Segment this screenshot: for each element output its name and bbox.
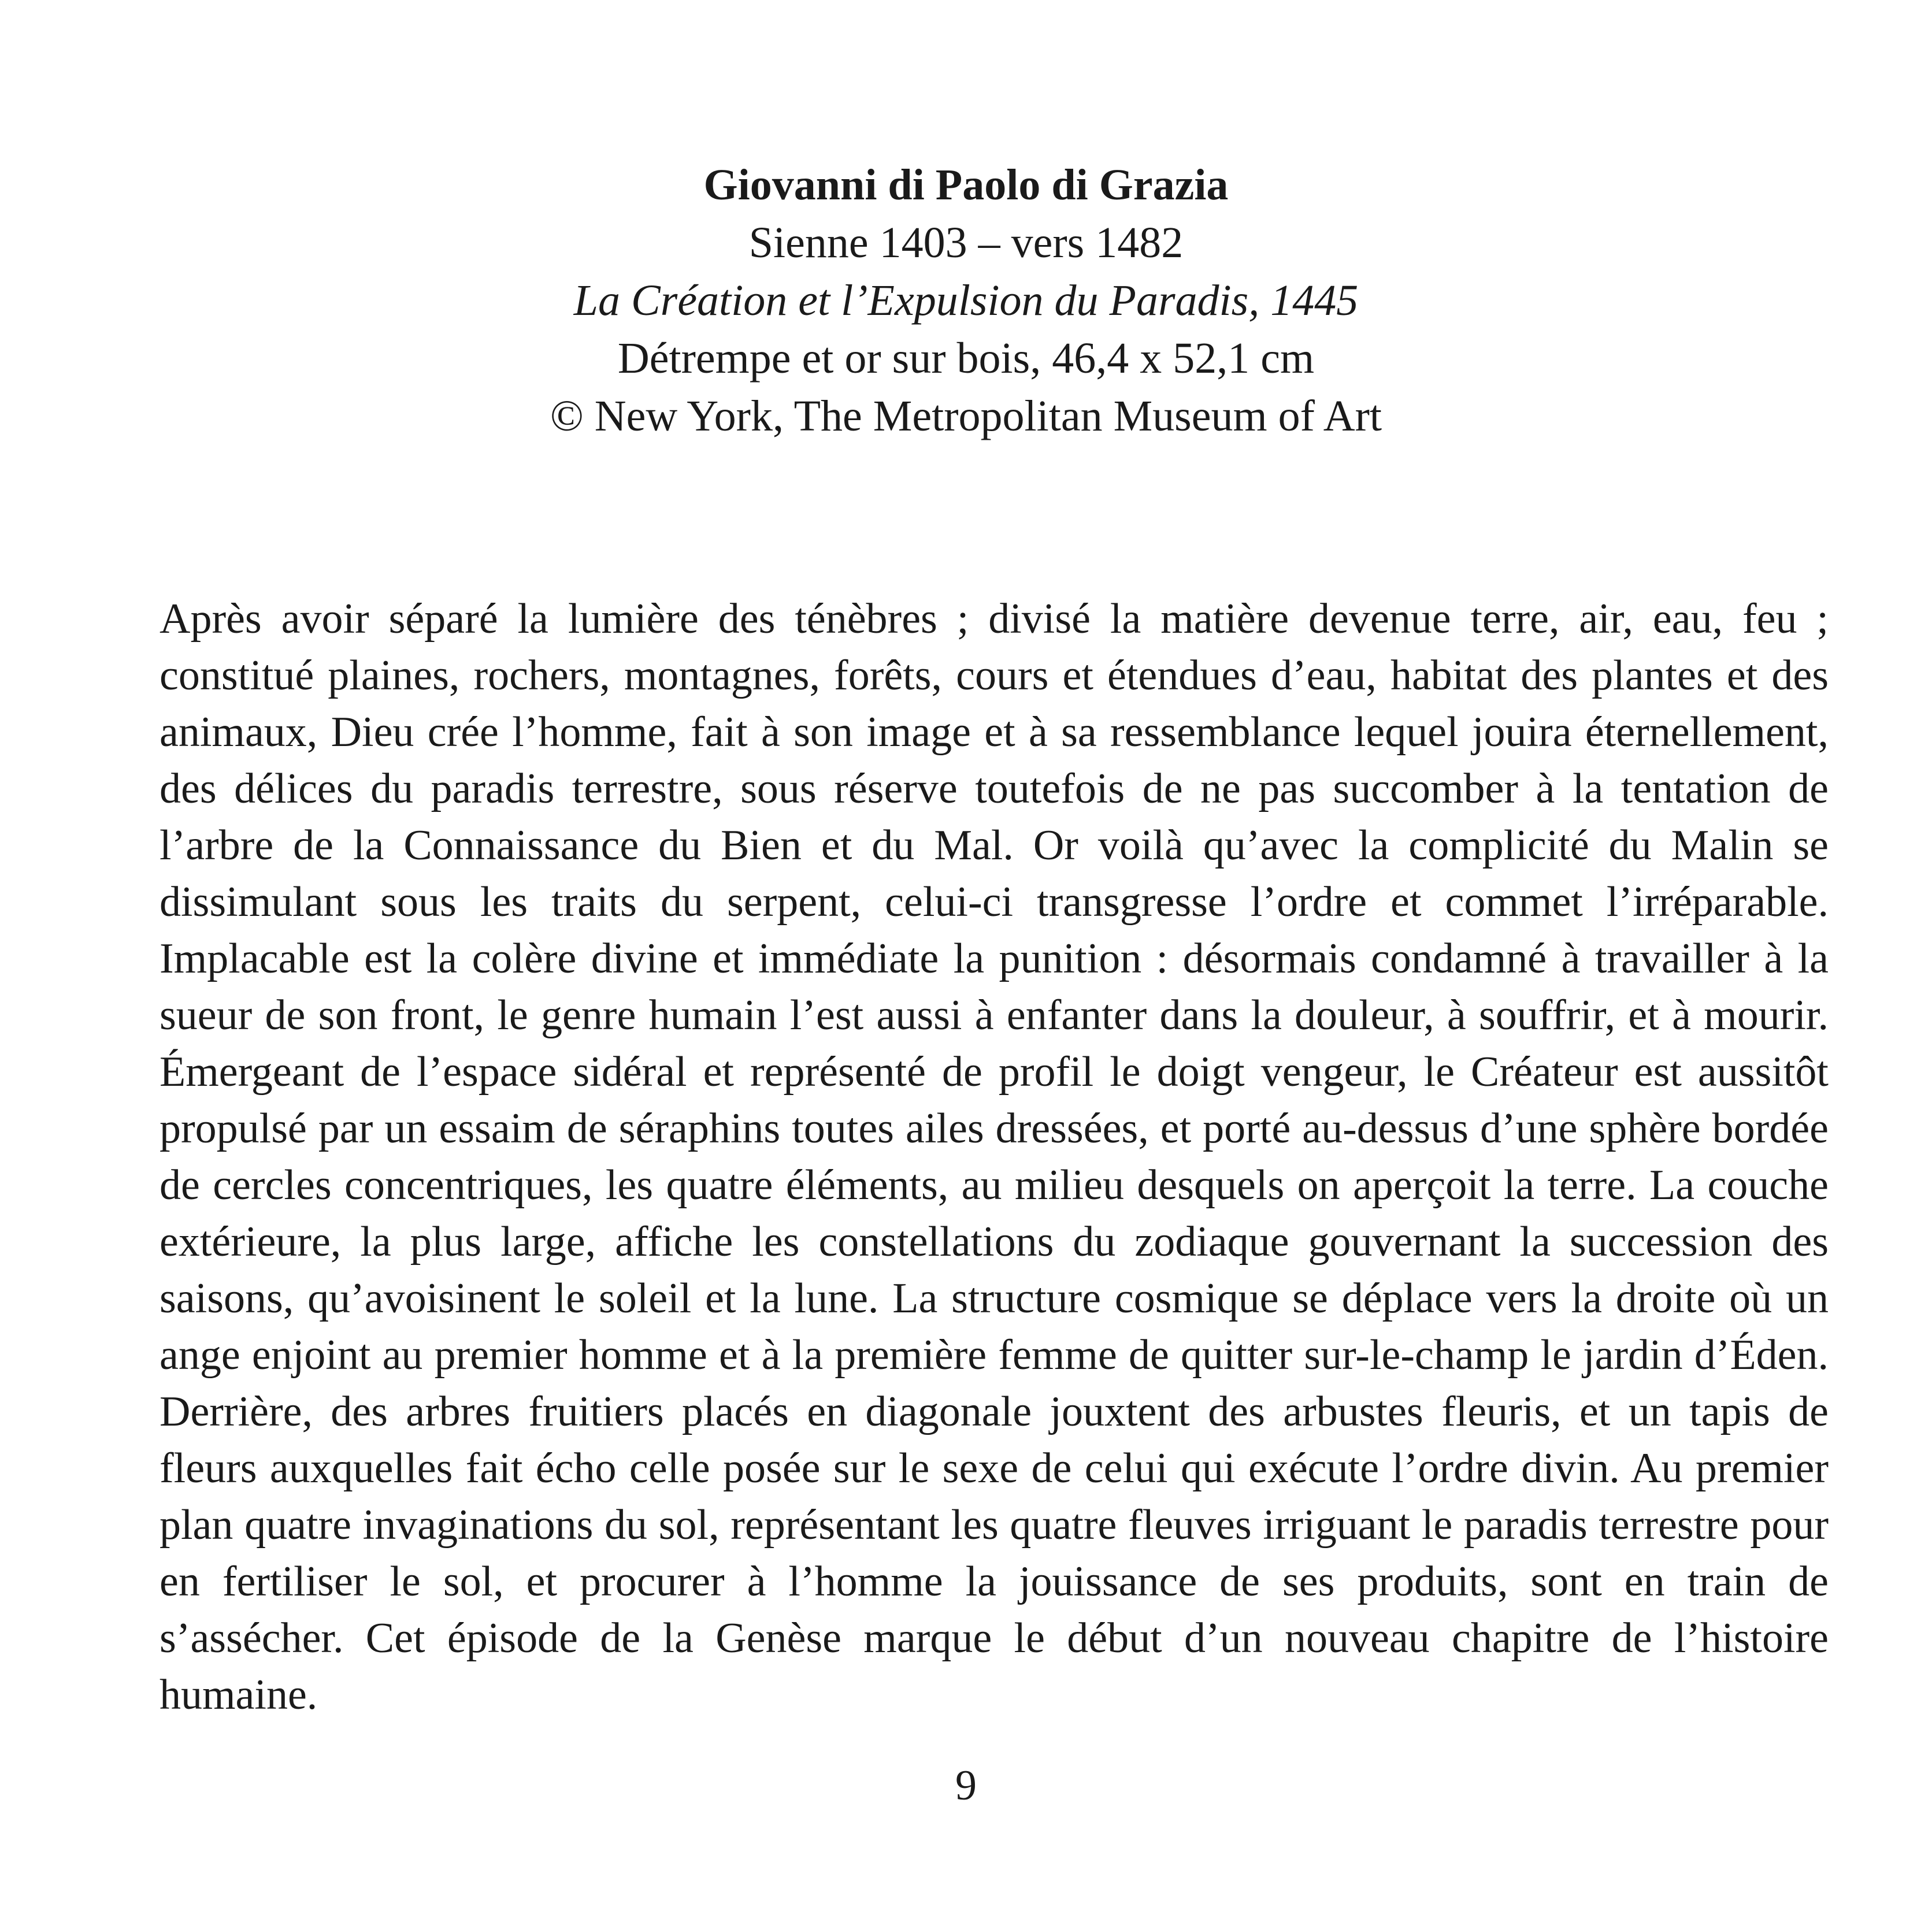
page-number: 9 (955, 1762, 977, 1809)
artwork-caption (0, 156, 1932, 445)
artist-dates: Sienne 1403 – vers 1482 (748, 218, 1184, 267)
artwork-credit: © New York, The Metropolitan Museum of Art (550, 392, 1382, 440)
artwork-medium: Détrempe et or sur bois, 46,4 x 52,1 cm (617, 334, 1315, 383)
artist-name: Giovanni di Paolo di Grazia (703, 161, 1229, 209)
artwork-title: La Création et l’Expulsion du Paradis, 1445 (573, 276, 1359, 325)
body-paragraph: Après avoir séparé la lumière des ténèbres ; divisé la matière devenue terre, air, eau, feu ; constitué plaines, rochers, montagnes, forêts, cours et étendues d’eau, habitat des plantes et des animaux, Dieu crée l’homme, fait à son image et à sa ressemblance lequel jouira éternellement, des délices du paradis terrestre, sous réserve toutefois de ne pas succomber à la tentation de l’arbre de la Connaissance du Bien et du Mal. Or voilà qu’avec la complicité du Malin se dissimulant sous les traits du serpent, celui-ci transgresse l’ordre et commet l’irréparable. Implacable est la colère divine et immédiate la punition : désormais condamné à travailler à la sueur de son front, le genre humain l’est aussi à enfanter dans la douleur, à souffrir, et à mourir. Émergeant de l’espace sidéral et représenté de profil le doigt vengeur, le Créateur est aussitôt propulsé par un essaim de séraphins toutes ailes dressées, et porté au-dessus d’une sphère bordée de cercles concentriques, les quatre éléments, au milieu desquels on aperçoit la terre. La couche extérieure, la plus large, affiche les constellations du zodiaque gouvernant la succession des saisons, qu’avoisinent le soleil et la lune. La structure cosmique se déplace vers la droite où un ange enjoint au premier homme et à la première femme de quitter sur-le-champ le jardin d’Éden. Derrière, des arbres fruitiers placés en diagonale jouxtent des arbustes fleuris, et un tapis de fleurs auxquelles fait écho celle posée sur le sexe de celui qui exécute l’ordre divin. Au premier plan quatre invaginations du sol, représentant les quatre fleuves irriguant le paradis terrestre pour en fertiliser le sol, et procurer à l’homme la jouissance de ses produits, sont en train de s’assécher. Cet épisode de la Genèse marque le début d’un nouveau chapitre de l’histoire humaine. (160, 595, 1829, 1719)
